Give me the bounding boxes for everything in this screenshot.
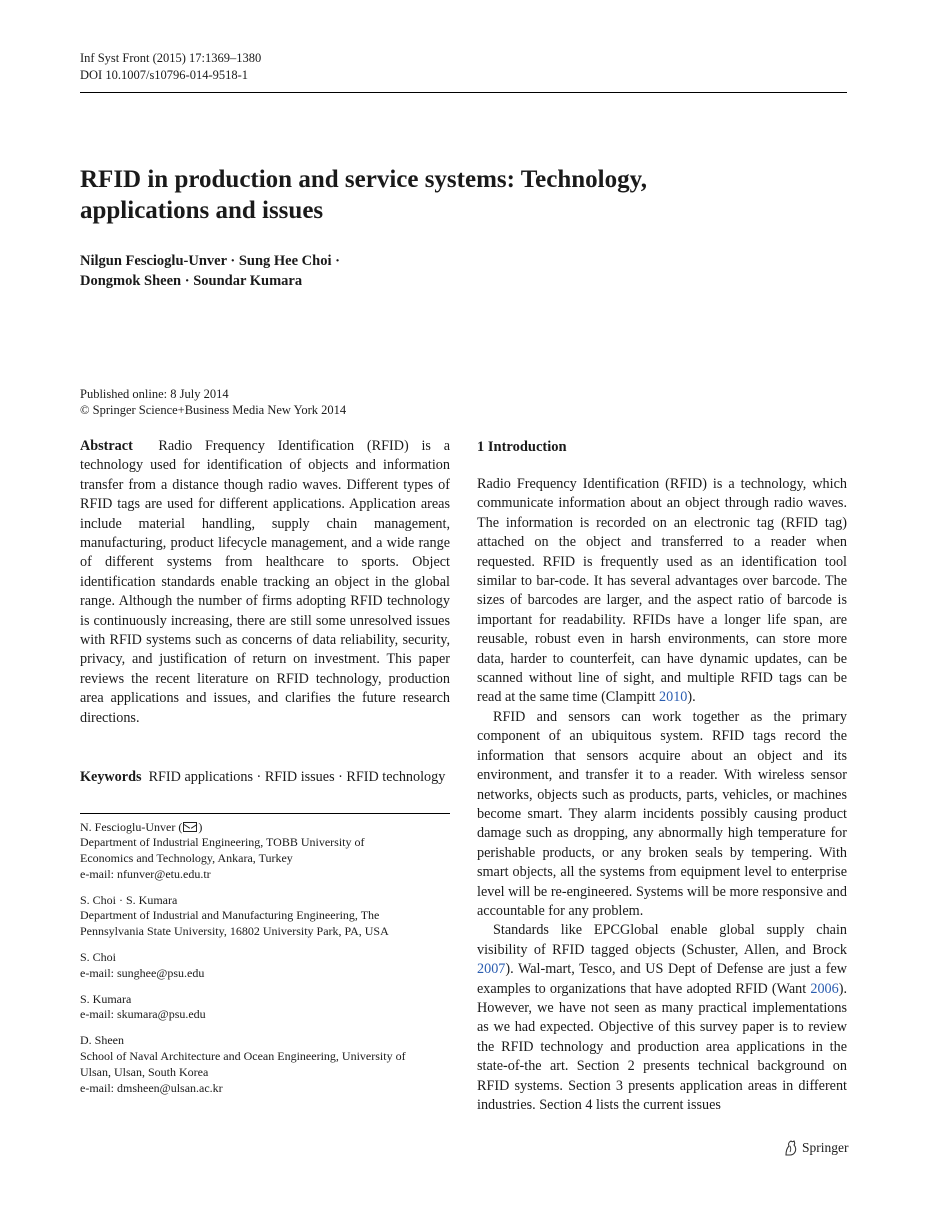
intro-paragraph-3: Standards like EPCGlobal enable global supply chain visibility of RFID tagged objects (Schuster, Allen, and Brock 2007). Wal-mart, Tesco, and US Dept of Defense are just a few examples to organizations that have adopted RFID (Want 2006). However, we have not seen as many practical implementations as we had expected. Objective of this survey paper is to review the RFID technology and production area applications in the state-of-the art. Section 2 presents technical background on RFID systems. Section 3 presents application areas in different industries. Section 4 lists the current issues	[477, 922, 847, 1113]
right-column	[477, 437, 847, 1115]
aff3-email[interactable]: e-mail: sunghee@psu.edu	[80, 965, 205, 980]
intro-paragraph-1: Radio Frequency Identification (RFID) is a technology, which communicate information about an object through radio waves. The information is recorded on an electronic tag (RFID tag) attached on the object and transferred to a reader when requested. RFID is frequently used as an identification tool similar to bar-code. It has several advantages over barcode. The sizes of barcodes are larger, and the aspect ratio of barcode is important for readability. RFIDs have a longer life span, are reusable, robust even in harsh environments, can store more data, harder to counterfeit, can have dynamic updates, can be scanned without line of sight, and multiple RFID tags can be read at the same time (Clampitt 2010).	[477, 476, 847, 706]
publication-info	[80, 386, 346, 418]
aff4-email[interactable]: e-mail: skumara@psu.edu	[80, 1007, 206, 1022]
citation-clampitt[interactable]: 2010	[659, 689, 688, 706]
abstract-label: Abstract	[80, 438, 133, 454]
doi[interactable]: DOI 10.1007/s10796-014-9518-1	[80, 68, 249, 82]
authors-line-1: Nilgun Fescioglu-Unver · Sung Hee Choi ·	[80, 253, 340, 269]
aff2-line-2: Pennsylvania State University, 16802 University Park, PA, USA	[80, 924, 389, 939]
authors-line-2: Dongmok Sheen · Soundar Kumara	[80, 273, 303, 289]
section-heading-introduction: 1 Introduction	[477, 439, 567, 455]
intro-paragraph-2: RFID and sensors can work together as the primary component of an ubiquitous system. RFID tags record the information that sensors acquire about an object and its environment, and transfer it to a reader. With wireless sensor networks, objects such as products, parts, vehicles, or machines become smart. They alarm incidents possibly causing product damage such as dropping, any abnormally high temperature for perishable products, or any broken seals by tempering. With smart objects, all the systems from equipment level to enterprise level will be re-engineered. Systems will be more responsive and accountable for any problem.	[477, 708, 847, 919]
springer-horse-icon	[783, 1139, 799, 1157]
aff1-line-1: Department of Industrial Engineering, TOBB University of	[80, 835, 365, 850]
aff1-name: N. Fescioglu-Unver (	[80, 819, 183, 834]
keywords-label: Keywords	[80, 769, 142, 786]
springer-label: Springer	[802, 1140, 849, 1155]
keywords-text: RFID applications · RFID issues · RFID technology	[148, 769, 446, 786]
header-rule	[80, 92, 847, 93]
journal-citation: Inf Syst Front (2015) 17:1369–1380	[80, 51, 262, 65]
left-column	[80, 437, 450, 1096]
affiliation-choi	[80, 950, 450, 982]
aff5-line-2: Ulsan, Ulsan, South Korea	[80, 1064, 209, 1079]
published-date: Published online: 8 July 2014	[80, 387, 229, 401]
affiliation-choi-kumara	[80, 893, 450, 940]
copyright-symbol: ©	[80, 403, 90, 417]
aff5-line-1: School of Naval Architecture and Ocean Engineering, University of	[80, 1049, 406, 1064]
aff1-email[interactable]: e-mail: nfunver@etu.edu.tr	[80, 866, 211, 881]
title-line-2: applications and issues	[80, 197, 324, 224]
citation-schuster[interactable]: 2007	[477, 961, 506, 978]
copyright	[80, 402, 346, 418]
aff1-line-2: Economics and Technology, Ankara, Turkey	[80, 851, 293, 866]
copyright-text: Springer Science+Business Media New York 2014	[92, 403, 347, 417]
author-list	[80, 251, 340, 291]
aff5-name: D. Sheen	[80, 1033, 124, 1048]
introduction-body	[477, 475, 847, 1115]
affiliation-rule	[80, 813, 450, 814]
aff3-name: S. Choi	[80, 950, 117, 965]
abstract-text: Radio Frequency Identification (RFID) is a technology used for identification of objects and information transfer from a distance though radio waves. Different types of RFID tags are used for different applications. Application areas include material handling, supply chain management, manufacturing, product lifecycle management, and a wide range of different systems from healthcare to sports. Object identification standards enable tracking an object in the global range. Although the number of firms adopting RFID technology is continuously increasing, there are still some unresolved issues with RFID systems such as concerns of data reliability, security, privacy, and justification of return on investment. This paper reviews the recent literature on RFID technology, production area applications and issues, and clarifies the future research directions.	[80, 438, 450, 726]
affiliation-kumara	[80, 992, 450, 1024]
aff5-email[interactable]: e-mail: dmsheen@ulsan.ac.kr	[80, 1080, 223, 1095]
aff1-name-end: )	[198, 819, 203, 834]
affiliation-sheen	[80, 1033, 450, 1096]
aff2-line-1: Department of Industrial and Manufacturing Engineering, The	[80, 908, 380, 923]
aff2-name: S. Choi · S. Kumara	[80, 892, 178, 907]
envelope-icon[interactable]	[183, 822, 197, 832]
title-line-1: RFID in production and service systems: Technology,	[80, 166, 647, 193]
affiliation-fescioglu	[80, 820, 450, 883]
journal-header	[80, 50, 261, 84]
springer-footer	[783, 1139, 849, 1157]
aff4-name: S. Kumara	[80, 991, 132, 1006]
abstract	[80, 437, 450, 728]
keywords	[80, 768, 450, 787]
citation-want[interactable]: 2006	[810, 980, 839, 997]
paper-title	[80, 164, 780, 226]
